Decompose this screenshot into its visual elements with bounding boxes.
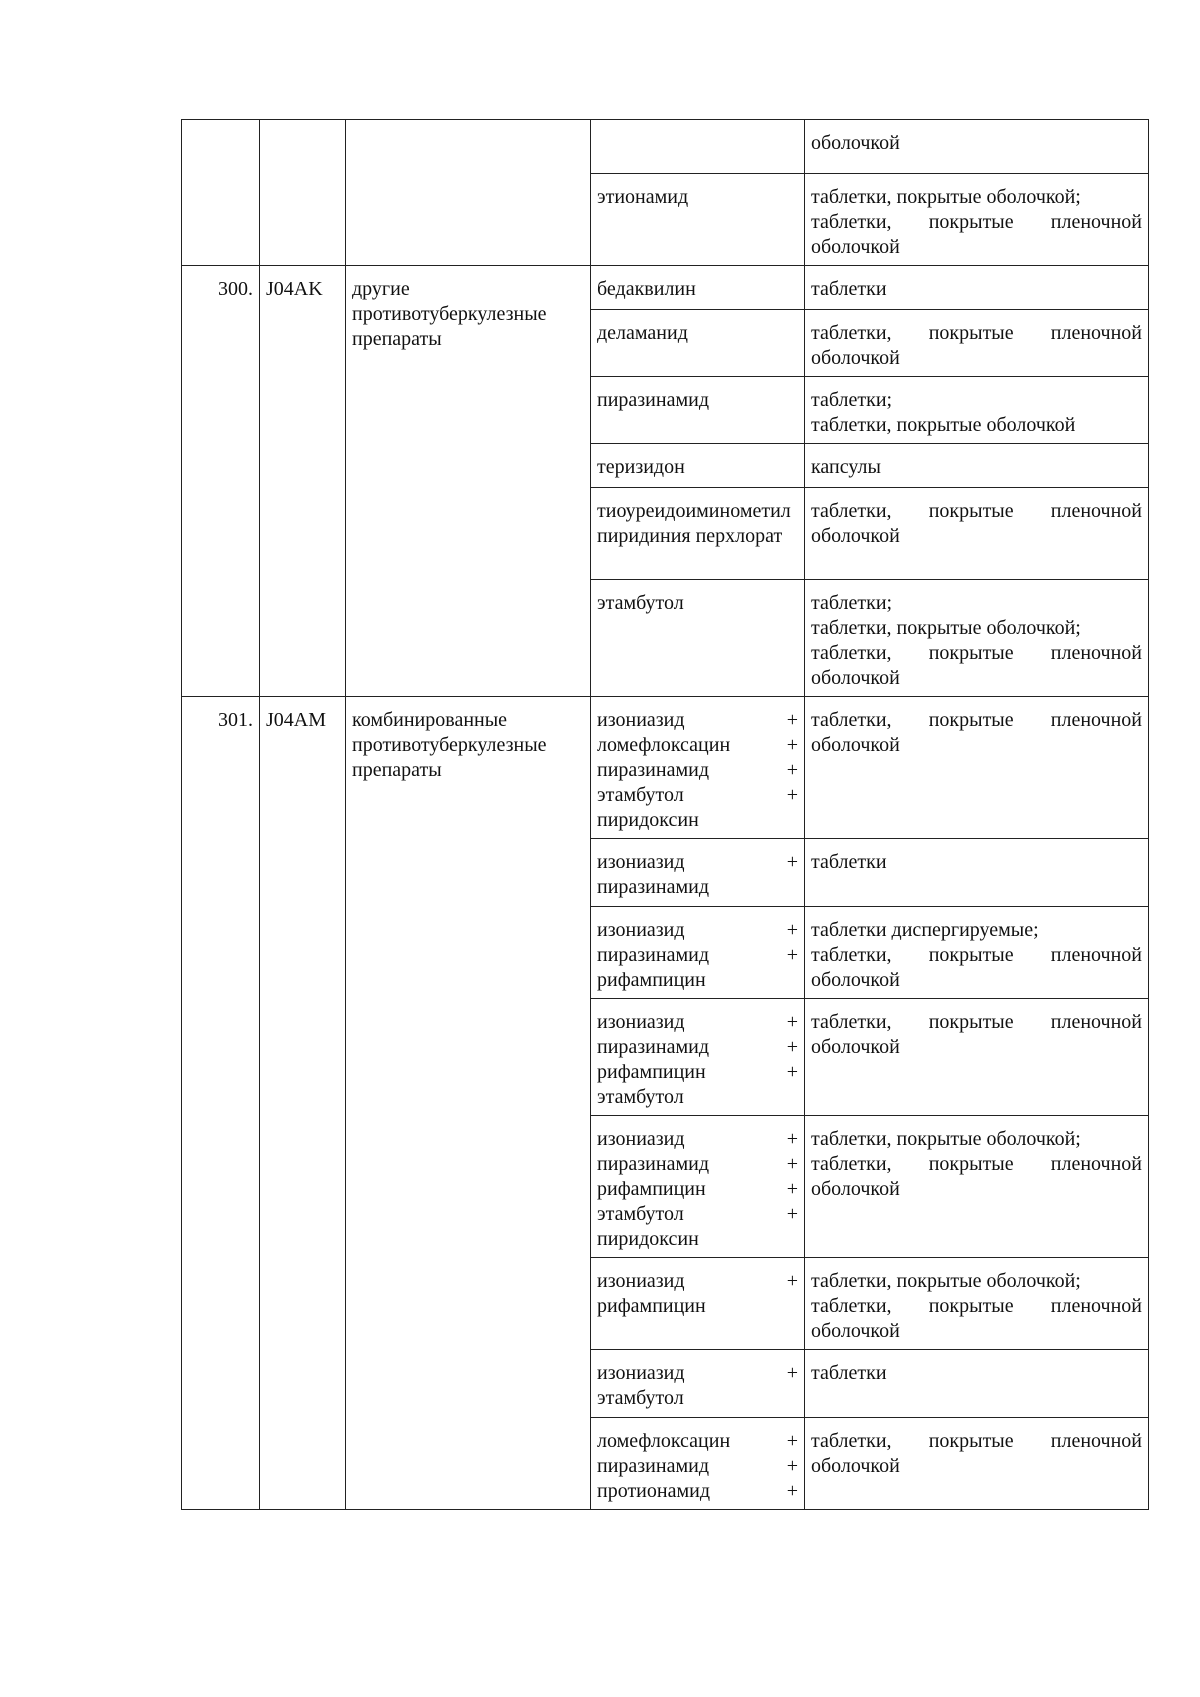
drug-component xyxy=(597,1479,798,1504)
table-body xyxy=(182,120,1149,1510)
drug-component-name: рифампицин xyxy=(597,1061,706,1083)
dosage-form: таблетки, покрытые пленочной оболочкой xyxy=(811,211,1142,258)
plus-sign: + xyxy=(786,759,798,781)
drug-name-cell xyxy=(591,580,805,697)
drug-component xyxy=(597,1127,798,1152)
plus-sign: + xyxy=(786,1061,798,1083)
dosage-form: таблетки, покрытые пленочной оболочкой xyxy=(811,944,1142,991)
drug-name: бедаквилин xyxy=(597,278,696,300)
drug-component xyxy=(597,875,798,900)
drug-component xyxy=(597,1227,798,1252)
drug-name: пиразинамид xyxy=(597,389,710,411)
drug-component-name: этамбутол xyxy=(597,1387,684,1409)
drug-name-cell xyxy=(591,120,805,174)
drug-component xyxy=(597,1202,798,1227)
drug-component-name: рифампицин xyxy=(597,969,706,991)
plus-sign: + xyxy=(786,1362,798,1384)
drug-name-cell xyxy=(591,999,805,1116)
plus-sign: + xyxy=(786,1036,798,1058)
drug-component-name: пиридоксин xyxy=(597,1228,699,1250)
dosage-form: таблетки, покрытые оболочкой; xyxy=(811,617,1081,639)
dosage-form: капсулы xyxy=(811,456,881,478)
drug-name-cell xyxy=(591,839,805,907)
drug-name-cell xyxy=(591,1350,805,1418)
drug-component-name: пиразинамид xyxy=(597,944,710,966)
dosage-form-cell xyxy=(805,907,1149,999)
drug-component-name: ломефлоксацин xyxy=(597,1430,731,1452)
drug-component-name: изониазид xyxy=(597,1270,685,1292)
drug-component-name: пиразинамид xyxy=(597,876,710,898)
plus-sign: + xyxy=(786,1178,798,1200)
dosage-form: таблетки xyxy=(811,851,887,873)
plus-sign: + xyxy=(786,709,798,731)
drug-component-name: изониазид xyxy=(597,851,685,873)
drug-component xyxy=(597,1152,798,1177)
dosage-form-cell xyxy=(805,580,1149,697)
drug-name-cell xyxy=(591,1116,805,1258)
drug-component-name: пиразинамид xyxy=(597,1036,710,1058)
drug-component xyxy=(597,1060,798,1085)
dosage-form: оболочкой xyxy=(811,132,900,154)
plus-sign: + xyxy=(786,1270,798,1292)
drug-component xyxy=(597,1429,798,1454)
atc-code: J04AM xyxy=(260,697,346,1510)
dosage-form: таблетки, покрытые пленочной оболочкой xyxy=(811,500,1142,547)
drug-component-name: пиридоксин xyxy=(597,809,699,831)
dosage-form-cell xyxy=(805,310,1149,377)
dosage-form-cell xyxy=(805,377,1149,444)
atc-code: J04AK xyxy=(260,266,346,697)
dosage-form: таблетки; xyxy=(811,389,893,411)
dosage-form: таблетки xyxy=(811,1362,887,1384)
dosage-form: таблетки, покрытые пленочной оболочкой xyxy=(811,1295,1142,1342)
drug-name-cell xyxy=(591,310,805,377)
drug-component xyxy=(597,1035,798,1060)
dosage-form-cell xyxy=(805,488,1149,580)
drug-name-cell xyxy=(591,697,805,839)
drug-name: теризидон xyxy=(597,456,685,478)
drug-component-name: изониазид xyxy=(597,1362,685,1384)
drug-name-cell xyxy=(591,266,805,310)
dosage-form-cell xyxy=(805,999,1149,1116)
plus-sign: + xyxy=(786,734,798,756)
plus-sign: + xyxy=(786,784,798,806)
dosage-form-cell xyxy=(805,1350,1149,1418)
drug-component xyxy=(597,1454,798,1479)
dosage-form-cell xyxy=(805,1418,1149,1510)
plus-sign: + xyxy=(786,944,798,966)
drug-name-cell xyxy=(591,907,805,999)
dosage-form: таблетки, покрытые пленочной оболочкой xyxy=(811,322,1142,369)
dosage-form: таблетки, покрытые пленочной оболочкой xyxy=(811,1011,1142,1058)
drug-component xyxy=(597,1010,798,1035)
drug-component-name: этамбутол xyxy=(597,784,684,806)
dosage-form: таблетки; xyxy=(811,592,893,614)
plus-sign: + xyxy=(786,851,798,873)
table-row xyxy=(182,266,1149,310)
drug-component-name: этамбутол xyxy=(597,1203,684,1225)
drug-component xyxy=(597,850,798,875)
atc-code xyxy=(260,120,346,266)
dosage-form-cell xyxy=(805,174,1149,266)
drug-component xyxy=(597,1386,798,1411)
row-number: 301. xyxy=(182,697,260,1510)
drug-component-name: протионамид xyxy=(597,1480,710,1502)
atc-group-name: другие противотуберкулезные препараты xyxy=(346,266,591,697)
plus-sign: + xyxy=(786,1430,798,1452)
drug-name: тиоуреидоиминометилпиридиния перхлорат xyxy=(597,500,791,547)
drug-component xyxy=(597,758,798,783)
drug-name: деламанид xyxy=(597,322,688,344)
drug-component xyxy=(597,1361,798,1386)
dosage-form: таблетки, покрытые пленочной оболочкой xyxy=(811,1430,1142,1477)
dosage-form-cell xyxy=(805,1258,1149,1350)
drug-component xyxy=(597,708,798,733)
drug-component xyxy=(597,968,798,993)
dosage-form: таблетки, покрытые оболочкой; xyxy=(811,1128,1081,1150)
plus-sign: + xyxy=(786,1455,798,1477)
drug-component-name: изониазид xyxy=(597,1128,685,1150)
drug-name: этионамид xyxy=(597,186,689,208)
drug-name-cell xyxy=(591,444,805,488)
drug-component-name: пиразинамид xyxy=(597,1153,710,1175)
dosage-form-cell xyxy=(805,444,1149,488)
drug-component xyxy=(597,733,798,758)
drug-component xyxy=(597,1269,798,1294)
atc-group-name: комбинированные противотуберкулезные препараты xyxy=(346,697,591,1510)
dosage-form: таблетки, покрытые пленочной оболочкой xyxy=(811,642,1142,689)
plus-sign: + xyxy=(786,1480,798,1502)
dosage-form-cell xyxy=(805,697,1149,839)
drug-component-name: этамбутол xyxy=(597,1086,684,1108)
drug-component-name: ломефлоксацин xyxy=(597,734,731,756)
dosage-form-cell xyxy=(805,120,1149,174)
row-number: 300. xyxy=(182,266,260,697)
drug-component-name: изониазид xyxy=(597,709,685,731)
drug-list-table xyxy=(181,119,1149,1510)
drug-component xyxy=(597,783,798,808)
drug-component xyxy=(597,1177,798,1202)
drug-component-name: изониазид xyxy=(597,1011,685,1033)
drug-name-cell xyxy=(591,1418,805,1510)
plus-sign: + xyxy=(786,1153,798,1175)
dosage-form: таблетки xyxy=(811,278,887,300)
dosage-form: таблетки, покрытые оболочкой xyxy=(811,414,1076,436)
dosage-form: таблетки, покрытые пленочной оболочкой xyxy=(811,709,1142,756)
drug-component-name: пиразинамид xyxy=(597,1455,710,1477)
drug-component-name: рифампицин xyxy=(597,1178,706,1200)
drug-component xyxy=(597,1294,798,1319)
dosage-form: таблетки диспергируемые; xyxy=(811,919,1039,941)
table-row xyxy=(182,120,1149,174)
dosage-form-cell xyxy=(805,839,1149,907)
drug-name-cell xyxy=(591,174,805,266)
drug-component xyxy=(597,1085,798,1110)
drug-name-cell xyxy=(591,377,805,444)
drug-component-name: пиразинамид xyxy=(597,759,710,781)
plus-sign: + xyxy=(786,1203,798,1225)
drug-component xyxy=(597,918,798,943)
drug-name: этамбутол xyxy=(597,592,684,614)
dosage-form-cell xyxy=(805,266,1149,310)
drug-component-name: рифампицин xyxy=(597,1295,706,1317)
dosage-form: таблетки, покрытые пленочной оболочкой xyxy=(811,1153,1142,1200)
drug-name-cell xyxy=(591,488,805,580)
drug-component xyxy=(597,943,798,968)
plus-sign: + xyxy=(786,1011,798,1033)
drug-component-name: изониазид xyxy=(597,919,685,941)
plus-sign: + xyxy=(786,919,798,941)
drug-component xyxy=(597,808,798,833)
plus-sign: + xyxy=(786,1128,798,1150)
dosage-form-cell xyxy=(805,1116,1149,1258)
atc-group-name xyxy=(346,120,591,266)
dosage-form: таблетки, покрытые оболочкой; xyxy=(811,186,1081,208)
dosage-form: таблетки, покрытые оболочкой; xyxy=(811,1270,1081,1292)
table-row xyxy=(182,697,1149,839)
row-number xyxy=(182,120,260,266)
drug-name-cell xyxy=(591,1258,805,1350)
